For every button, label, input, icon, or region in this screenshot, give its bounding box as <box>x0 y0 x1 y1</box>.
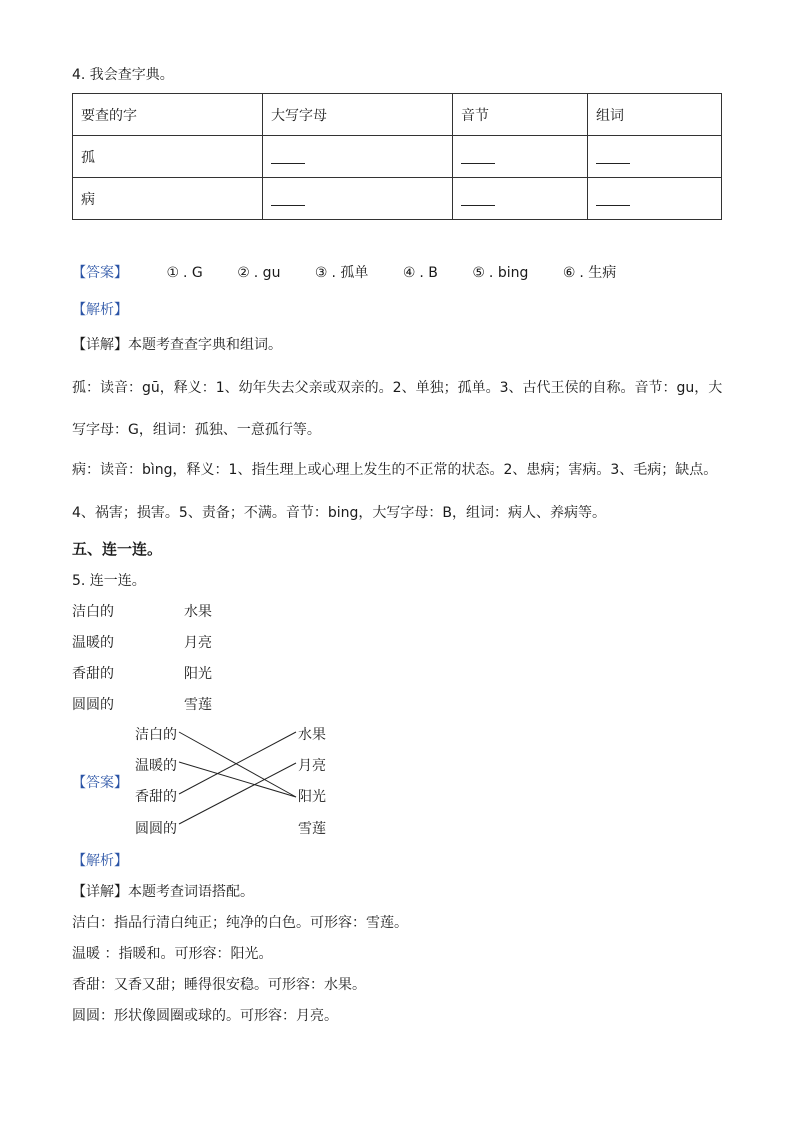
answer-item <box>315 262 368 282</box>
answer-tag: 【答案】 <box>72 265 128 281</box>
diagram-right-word: 阳光 <box>298 789 326 805</box>
detail-tag: 【详解】 <box>72 884 128 900</box>
fill-blank[interactable] <box>271 149 305 164</box>
explanation-paragraph: 4、祸害；损害。5、责备；不满。音节：bing，大写字母：B，组词：病人、养病等。 <box>72 505 606 521</box>
explanation-paragraph: 孤：读音：gū，释义：1、幼年失去父亲或双亲的。2、单独；孤单。3、古代王侯的自称。音节：gu，大 <box>72 380 723 396</box>
left-word[interactable]: 香甜的 <box>72 666 114 682</box>
answer-text: . G <box>183 265 203 281</box>
fill-blank[interactable] <box>461 149 495 164</box>
header-char: 要查的字 <box>73 94 263 136</box>
detail-text: 本题考查查字典和组词。 <box>128 337 282 353</box>
answer-item <box>403 265 438 281</box>
matching-answer-diagram <box>72 720 372 845</box>
answer-number: ⑤ <box>472 265 485 281</box>
diagram-left-word: 香甜的 <box>135 789 177 805</box>
explanation-line: 洁白：指品行清白纯正；纯净的白色。可形容：雪莲。 <box>72 915 408 931</box>
fill-blank[interactable] <box>596 149 630 164</box>
detail-tag: 【详解】 <box>72 337 128 353</box>
answer-text: . gu <box>253 265 281 281</box>
fill-blank[interactable] <box>596 191 630 206</box>
right-word[interactable]: 阳光 <box>184 666 212 682</box>
question-4-title: 4. 我会查字典。 <box>72 67 174 83</box>
answer-item <box>563 262 616 282</box>
answer-text: . 生病 <box>579 265 617 281</box>
diagram-right-word: 雪莲 <box>298 821 326 837</box>
diagram-left-word: 洁白的 <box>135 727 177 743</box>
detail-text: 本题考查词语搭配。 <box>128 884 254 900</box>
left-word[interactable]: 温暖的 <box>72 635 114 651</box>
answer-number: ④ <box>402 265 416 281</box>
question-5-title: 5. 连一连。 <box>72 573 146 589</box>
blank-cell[interactable] <box>588 136 722 178</box>
analysis-tag: 【解析】 <box>72 853 128 869</box>
detail-line <box>72 334 282 354</box>
section-heading: 五、连一连。 <box>72 540 163 558</box>
right-word[interactable]: 雪莲 <box>184 697 212 713</box>
answer-item <box>237 265 280 281</box>
blank-cell[interactable] <box>588 178 722 220</box>
diagram-right-word: 月亮 <box>298 758 326 774</box>
match-line <box>179 763 296 824</box>
answer-number: ③ <box>314 265 328 281</box>
left-word[interactable]: 洁白的 <box>72 604 114 620</box>
row-char: 孤 <box>73 136 263 178</box>
diagram-left-word: 温暖的 <box>135 758 177 774</box>
table-row <box>73 136 722 178</box>
dictionary-table <box>72 93 722 220</box>
blank-cell[interactable] <box>453 178 588 220</box>
blank-cell[interactable] <box>453 136 588 178</box>
right-word[interactable]: 水果 <box>184 604 212 620</box>
table-row <box>73 178 722 220</box>
analysis-tag: 【解析】 <box>72 302 128 318</box>
explanation-line: 香甜：又香又甜；睡得很安稳。可形容：水果。 <box>72 977 366 993</box>
table-header-row <box>73 94 722 136</box>
match-line <box>179 762 296 797</box>
explanation-paragraph: 病：读音：bìng，释义：1、指生理上或心理上发生的不正常的状态。2、患病；害病。3、毛病；缺点。 <box>72 462 718 478</box>
header-syllable: 音节 <box>453 94 588 136</box>
answer-number: ① <box>166 265 180 281</box>
answer-number: ② <box>237 265 250 281</box>
answer-row <box>72 262 646 282</box>
detail-line <box>72 881 254 901</box>
diagram-right-word: 水果 <box>298 727 326 743</box>
left-word[interactable]: 圆圆的 <box>72 697 114 713</box>
row-char: 病 <box>73 178 263 220</box>
answer-item <box>472 265 528 281</box>
fill-blank[interactable] <box>461 191 495 206</box>
blank-cell[interactable] <box>263 136 453 178</box>
answer-number: ⑥ <box>562 265 576 281</box>
right-word[interactable]: 月亮 <box>184 635 212 651</box>
matching-lines <box>72 720 372 845</box>
matching-answer-tag: 【答案】 <box>72 775 128 791</box>
answer-item <box>166 265 202 281</box>
answer-text: . bing <box>488 265 529 281</box>
answer-text: . B <box>419 265 438 281</box>
header-capital: 大写字母 <box>263 94 453 136</box>
explanation-paragraph: 写字母：G，组词：孤独、一意孤行等。 <box>72 422 321 438</box>
blank-cell[interactable] <box>263 178 453 220</box>
answer-text: . 孤单 <box>331 265 369 281</box>
fill-blank[interactable] <box>271 191 305 206</box>
explanation-line: 圆圆：形状像圆圈或球的。可形容：月亮。 <box>72 1008 338 1024</box>
diagram-left-word: 圆圆的 <box>135 821 177 837</box>
header-word: 组词 <box>588 94 722 136</box>
explanation-line: 温暖 ：指暖和。可形容：阳光。 <box>72 946 273 962</box>
